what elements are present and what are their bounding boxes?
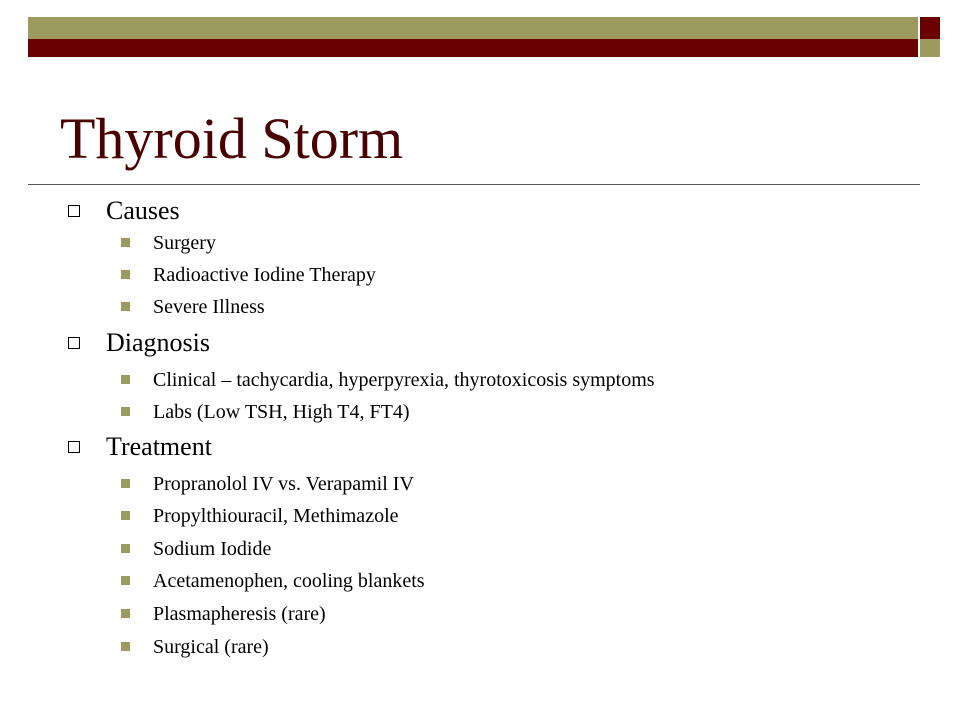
square-bullet-icon [121,609,130,618]
square-bullet-icon [121,544,130,553]
hollow-square-bullet-icon [68,441,80,453]
square-bullet-icon [121,642,130,651]
hollow-square-bullet-icon [68,205,80,217]
section-heading-diagnosis: Diagnosis [106,328,210,357]
section-heading-treatment: Treatment [106,432,212,461]
square-bullet-icon [121,270,130,279]
square-bullet-icon [121,375,130,384]
slide-title: Thyroid Storm [60,106,404,171]
list-item: Clinical – tachycardia, hyperpyrexia, thyrotoxicosis symptoms [153,369,655,391]
square-bullet-icon [121,576,130,585]
list-item: Surgery [153,232,216,254]
list-item: Sodium Iodide [153,538,272,560]
list-item: Acetamenophen, cooling blankets [153,570,425,592]
list-item: Propranolol IV vs. Verapamil IV [153,473,414,495]
square-bullet-icon [121,511,130,520]
list-item: Surgical (rare) [153,636,269,658]
list-item: Propylthiouracil, Methimazole [153,505,399,527]
section-heading-causes: Causes [106,196,180,225]
square-bullet-icon [121,238,130,247]
list-item: Plasmapheresis (rare) [153,603,326,625]
hollow-square-bullet-icon [68,337,80,349]
list-item: Labs (Low TSH, High T4, FT4) [153,401,410,423]
square-bullet-icon [121,302,130,311]
list-item: Severe Illness [153,296,265,318]
list-item: Radioactive Iodine Therapy [153,264,376,286]
square-bullet-icon [121,479,130,488]
square-bullet-icon [121,407,130,416]
